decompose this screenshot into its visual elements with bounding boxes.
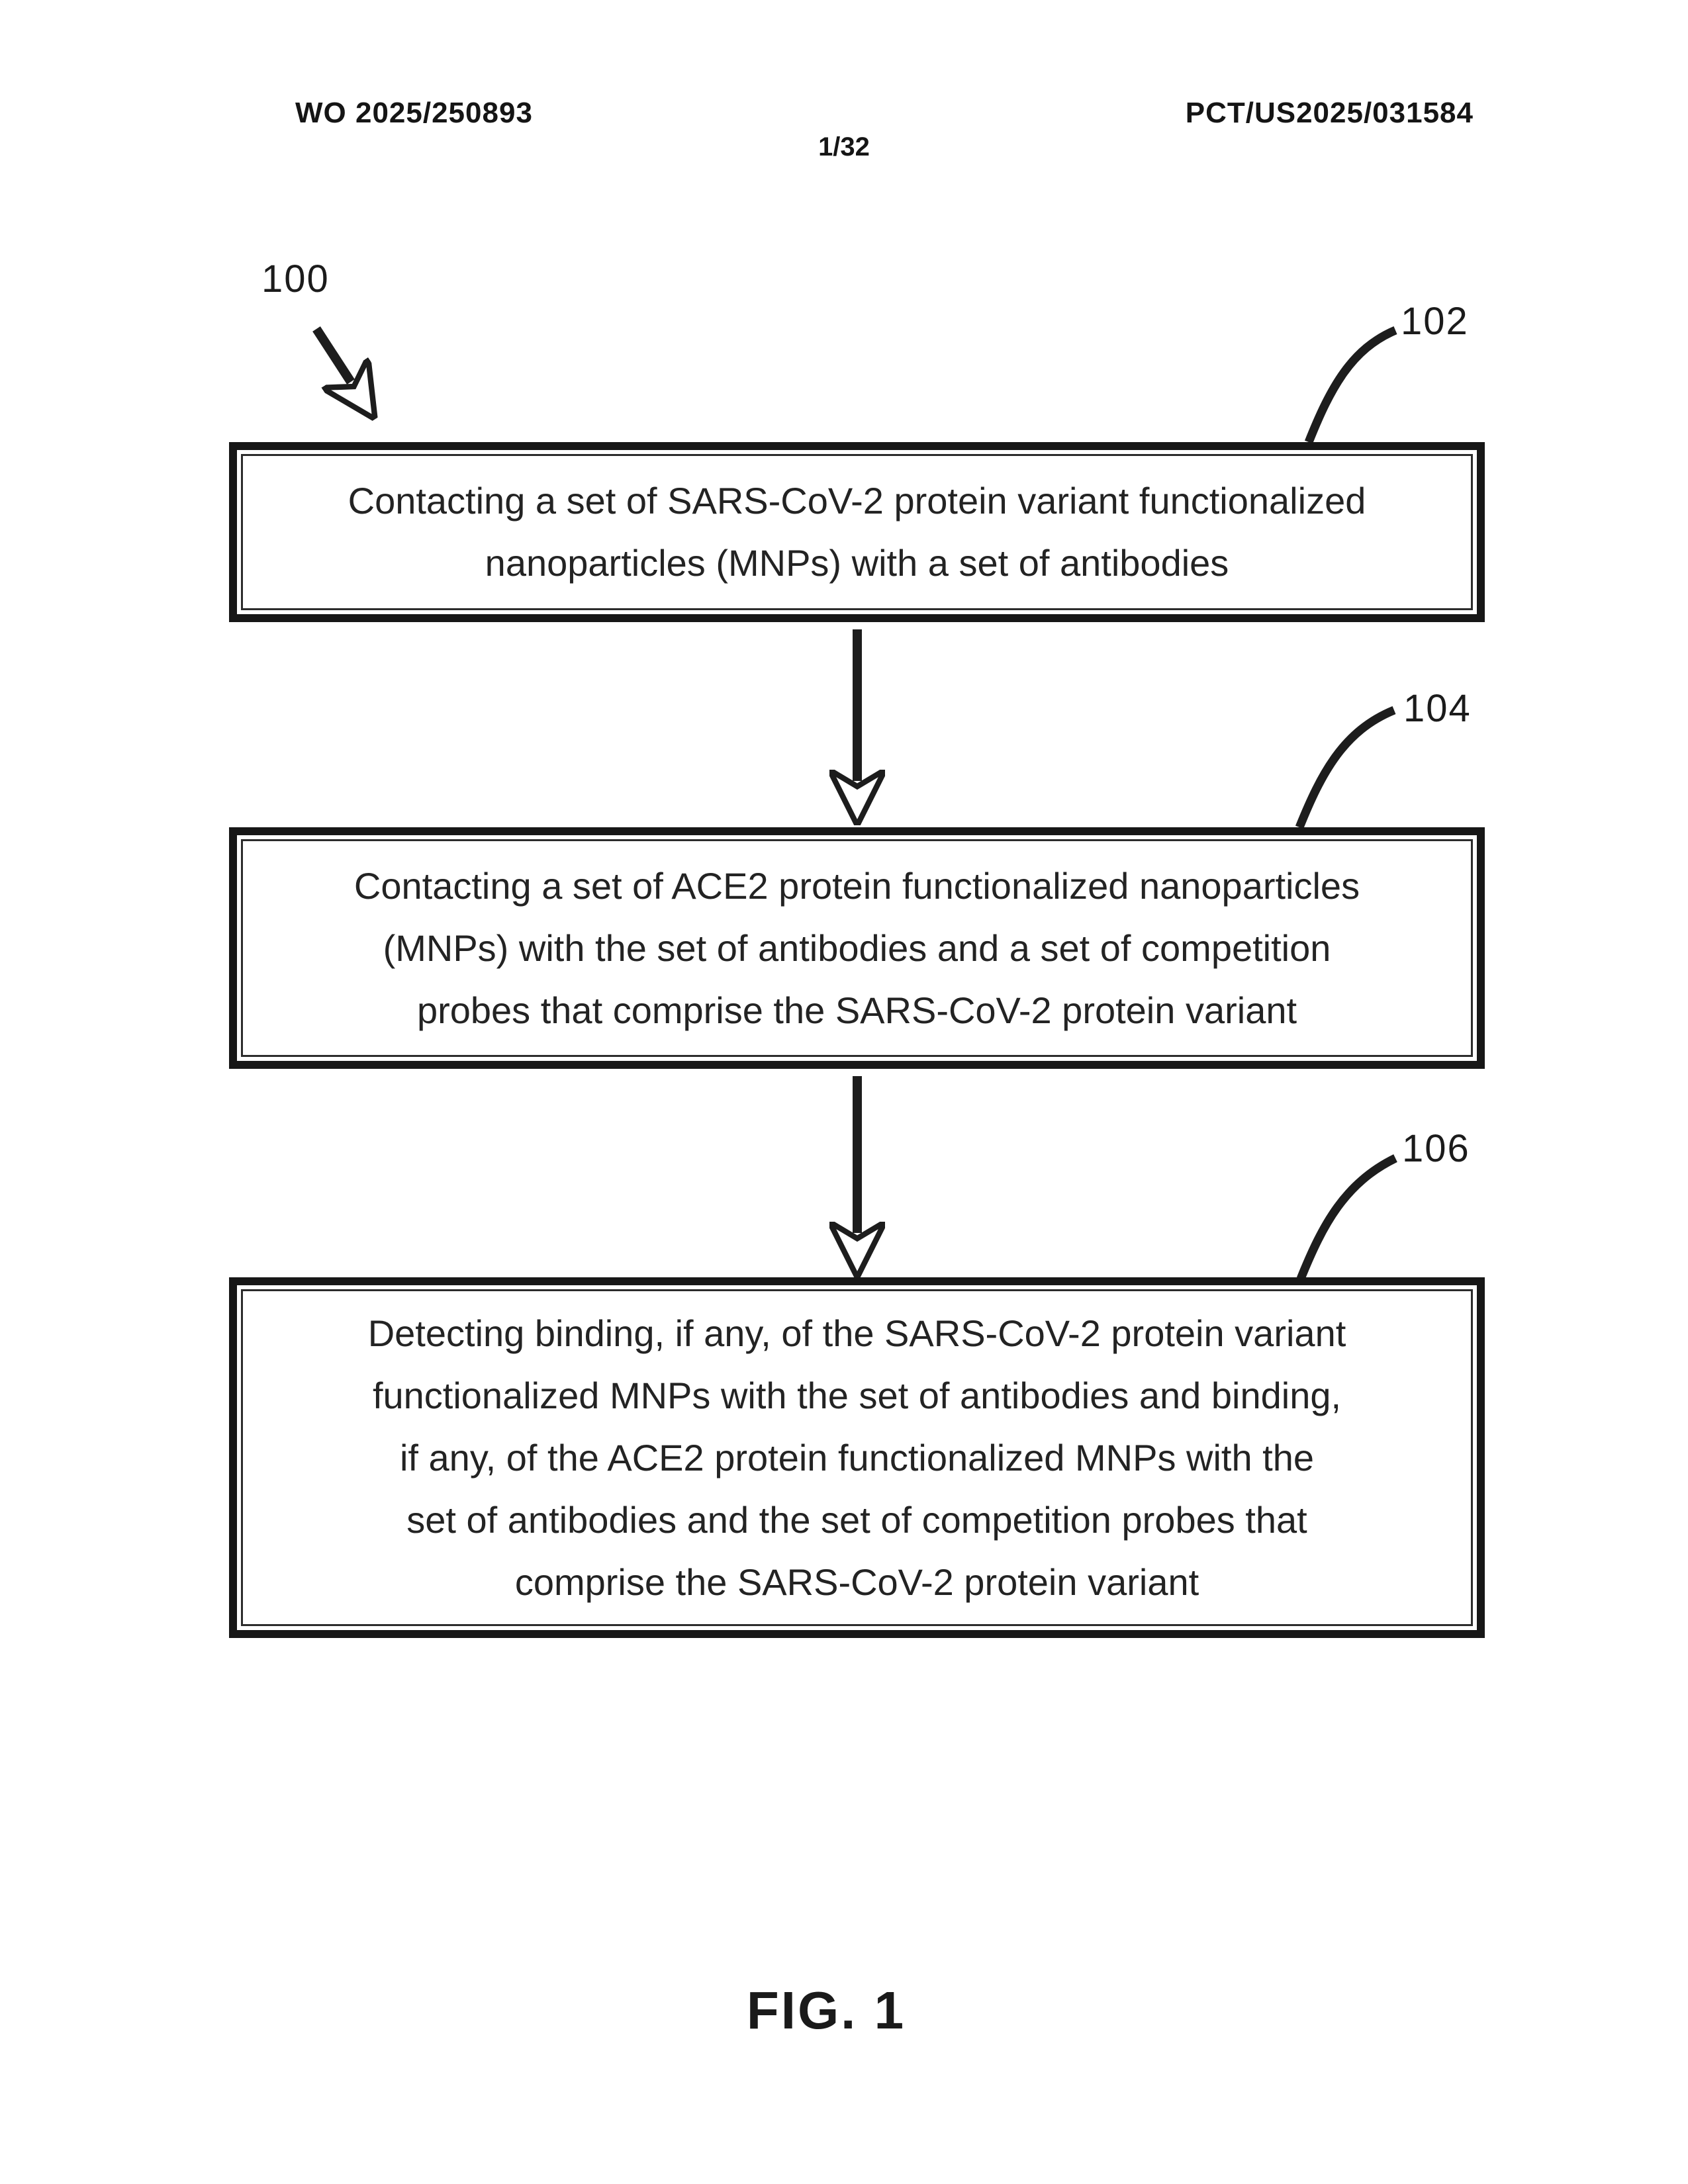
step-ref-label-106: 106 xyxy=(1402,1127,1470,1170)
process-step-1 xyxy=(229,442,1485,622)
leader-line-102 xyxy=(1309,330,1395,442)
figure-label: FIG. 1 xyxy=(746,1981,906,2040)
process-step-2 xyxy=(229,827,1485,1069)
sheet-number: 1/32 xyxy=(818,132,870,161)
process-step-2-text: Contacting a set of ACE2 protein functionalized nanoparticles (MNPs) with the set of antibodies and a set of competition probes that comprise the SARS-CoV-2 protein variant xyxy=(353,864,1360,1031)
diagram-ref-label-100: 100 xyxy=(261,257,330,300)
leader-line-104 xyxy=(1299,710,1394,827)
process-step-3-text: Detecting binding, if any, of the SARS-CoV-2 protein variant functionalized MNPs with the set of antibodies and binding, if any, of the ACE2 protein functionalized MNPs with the set of antibodies and the set of competition probes that comprise the SARS-CoV-2 protein variant xyxy=(367,1312,1346,1603)
publication-number: WO 2025/250893 xyxy=(295,97,533,129)
step-ref-label-104: 104 xyxy=(1403,687,1472,730)
application-number: PCT/US2025/031584 xyxy=(1185,97,1474,129)
ref-100-arrow-icon xyxy=(316,329,351,382)
step-ref-label-102: 102 xyxy=(1401,300,1469,343)
process-step-1-text: Contacting a set of SARS-CoV-2 protein variant functionalized nanoparticles (MNPs) with a set of antibodies xyxy=(348,480,1366,584)
leader-line-106 xyxy=(1301,1158,1395,1279)
process-step-3 xyxy=(229,1277,1485,1638)
